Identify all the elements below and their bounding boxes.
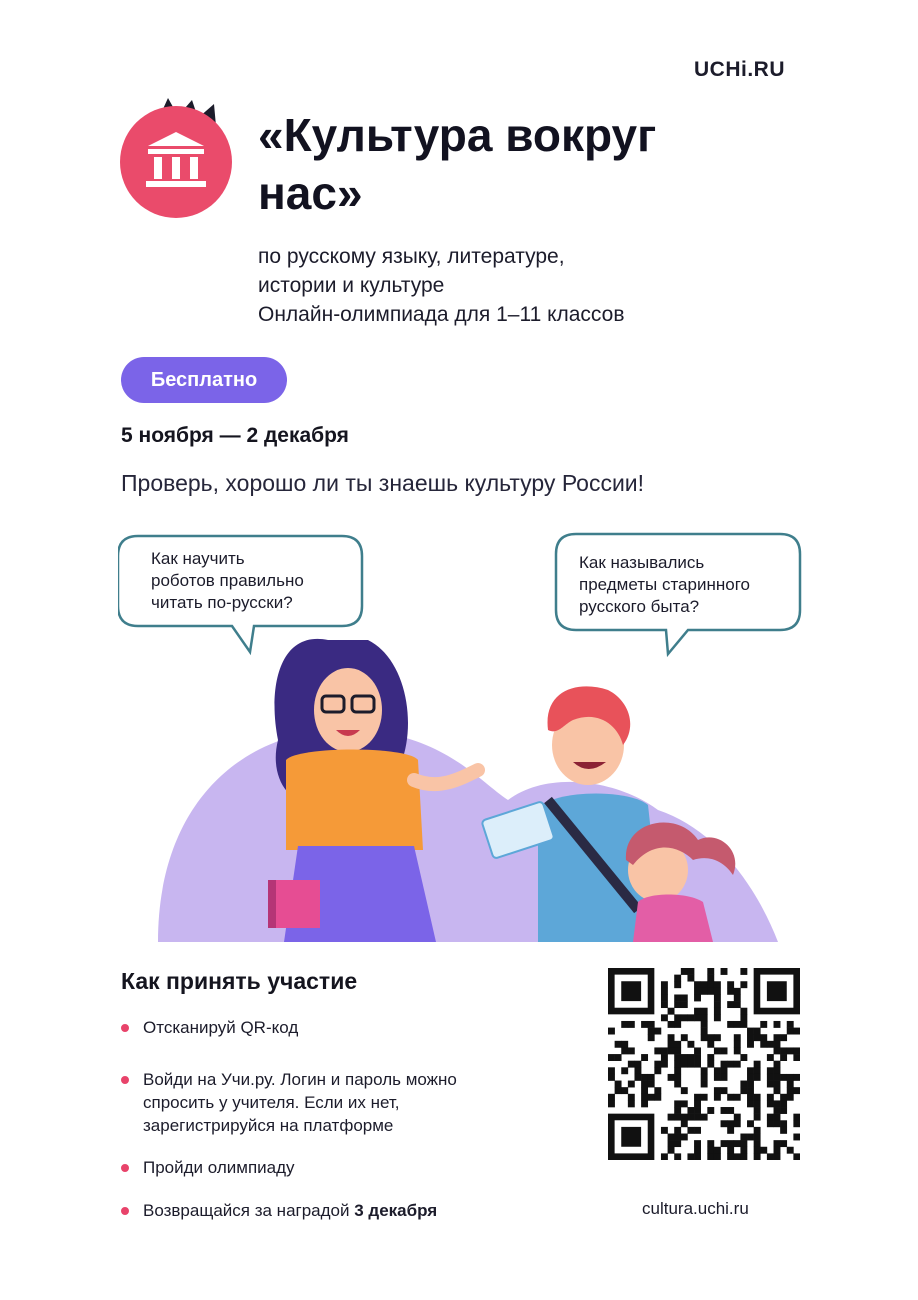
free-badge: Бесплатно [121,357,287,403]
step-item [121,1016,543,1039]
how-to-participate-title: Как принять участие [121,968,358,994]
bubble-right-line-3: русского быта? [579,597,700,616]
step-1-text: Отсканируй QR-код [143,1018,299,1037]
subtitle [258,242,798,329]
bubble-right-line-1: Как назывались [579,553,705,572]
brand-logo-text: UCHi.RU [694,58,785,81]
qr-code-icon[interactable] [608,968,800,1160]
step-3-text: Пройди олимпиаду [143,1158,295,1177]
museum-building-icon [118,96,238,220]
bubble-right-text [579,552,750,618]
bubble-right-line-2: предметы старинного [579,575,750,594]
tagline: Проверь, хорошо ли ты знаешь культуру России! [121,470,645,496]
bubble-left-text [151,548,304,614]
bullet-dot [121,1207,129,1215]
step-item [121,1068,543,1137]
step-2-line-2: спросить у учителя. Если их нет, [143,1093,400,1112]
title-line-1: «Культура вокруг [258,109,657,161]
event-dates: 5 ноября — 2 декабря [121,424,349,447]
bubble-left-line-3: читать по-русски? [151,593,293,612]
step-item [121,1156,543,1179]
subtitle-line-1: по русскому языку, литературе, [258,245,565,268]
bubble-left-line-1: Как научить [151,549,245,568]
step-item [121,1199,543,1222]
step-4-date: 3 декабря [354,1201,438,1220]
step-2-line-3: зарегистрируйся на платформе [143,1116,394,1135]
title-line-2: нас» [258,167,363,219]
step-2-line-1: Войди на Учи.ру. Логин и пароль можно [143,1070,457,1089]
bubble-left-line-2: роботов правильно [151,571,304,590]
subtitle-line-2: истории и культуре [258,274,445,297]
subtitle-line-3: Онлайн-олимпиада для 1–11 классов [258,303,625,326]
page-title [258,106,818,222]
bullet-dot [121,1164,129,1172]
step-4-prefix: Возвращайся за наградой [143,1201,355,1220]
bullet-dot [121,1076,129,1084]
site-url[interactable]: cultura.uchi.ru [642,1199,749,1218]
bullet-dot [121,1024,129,1032]
